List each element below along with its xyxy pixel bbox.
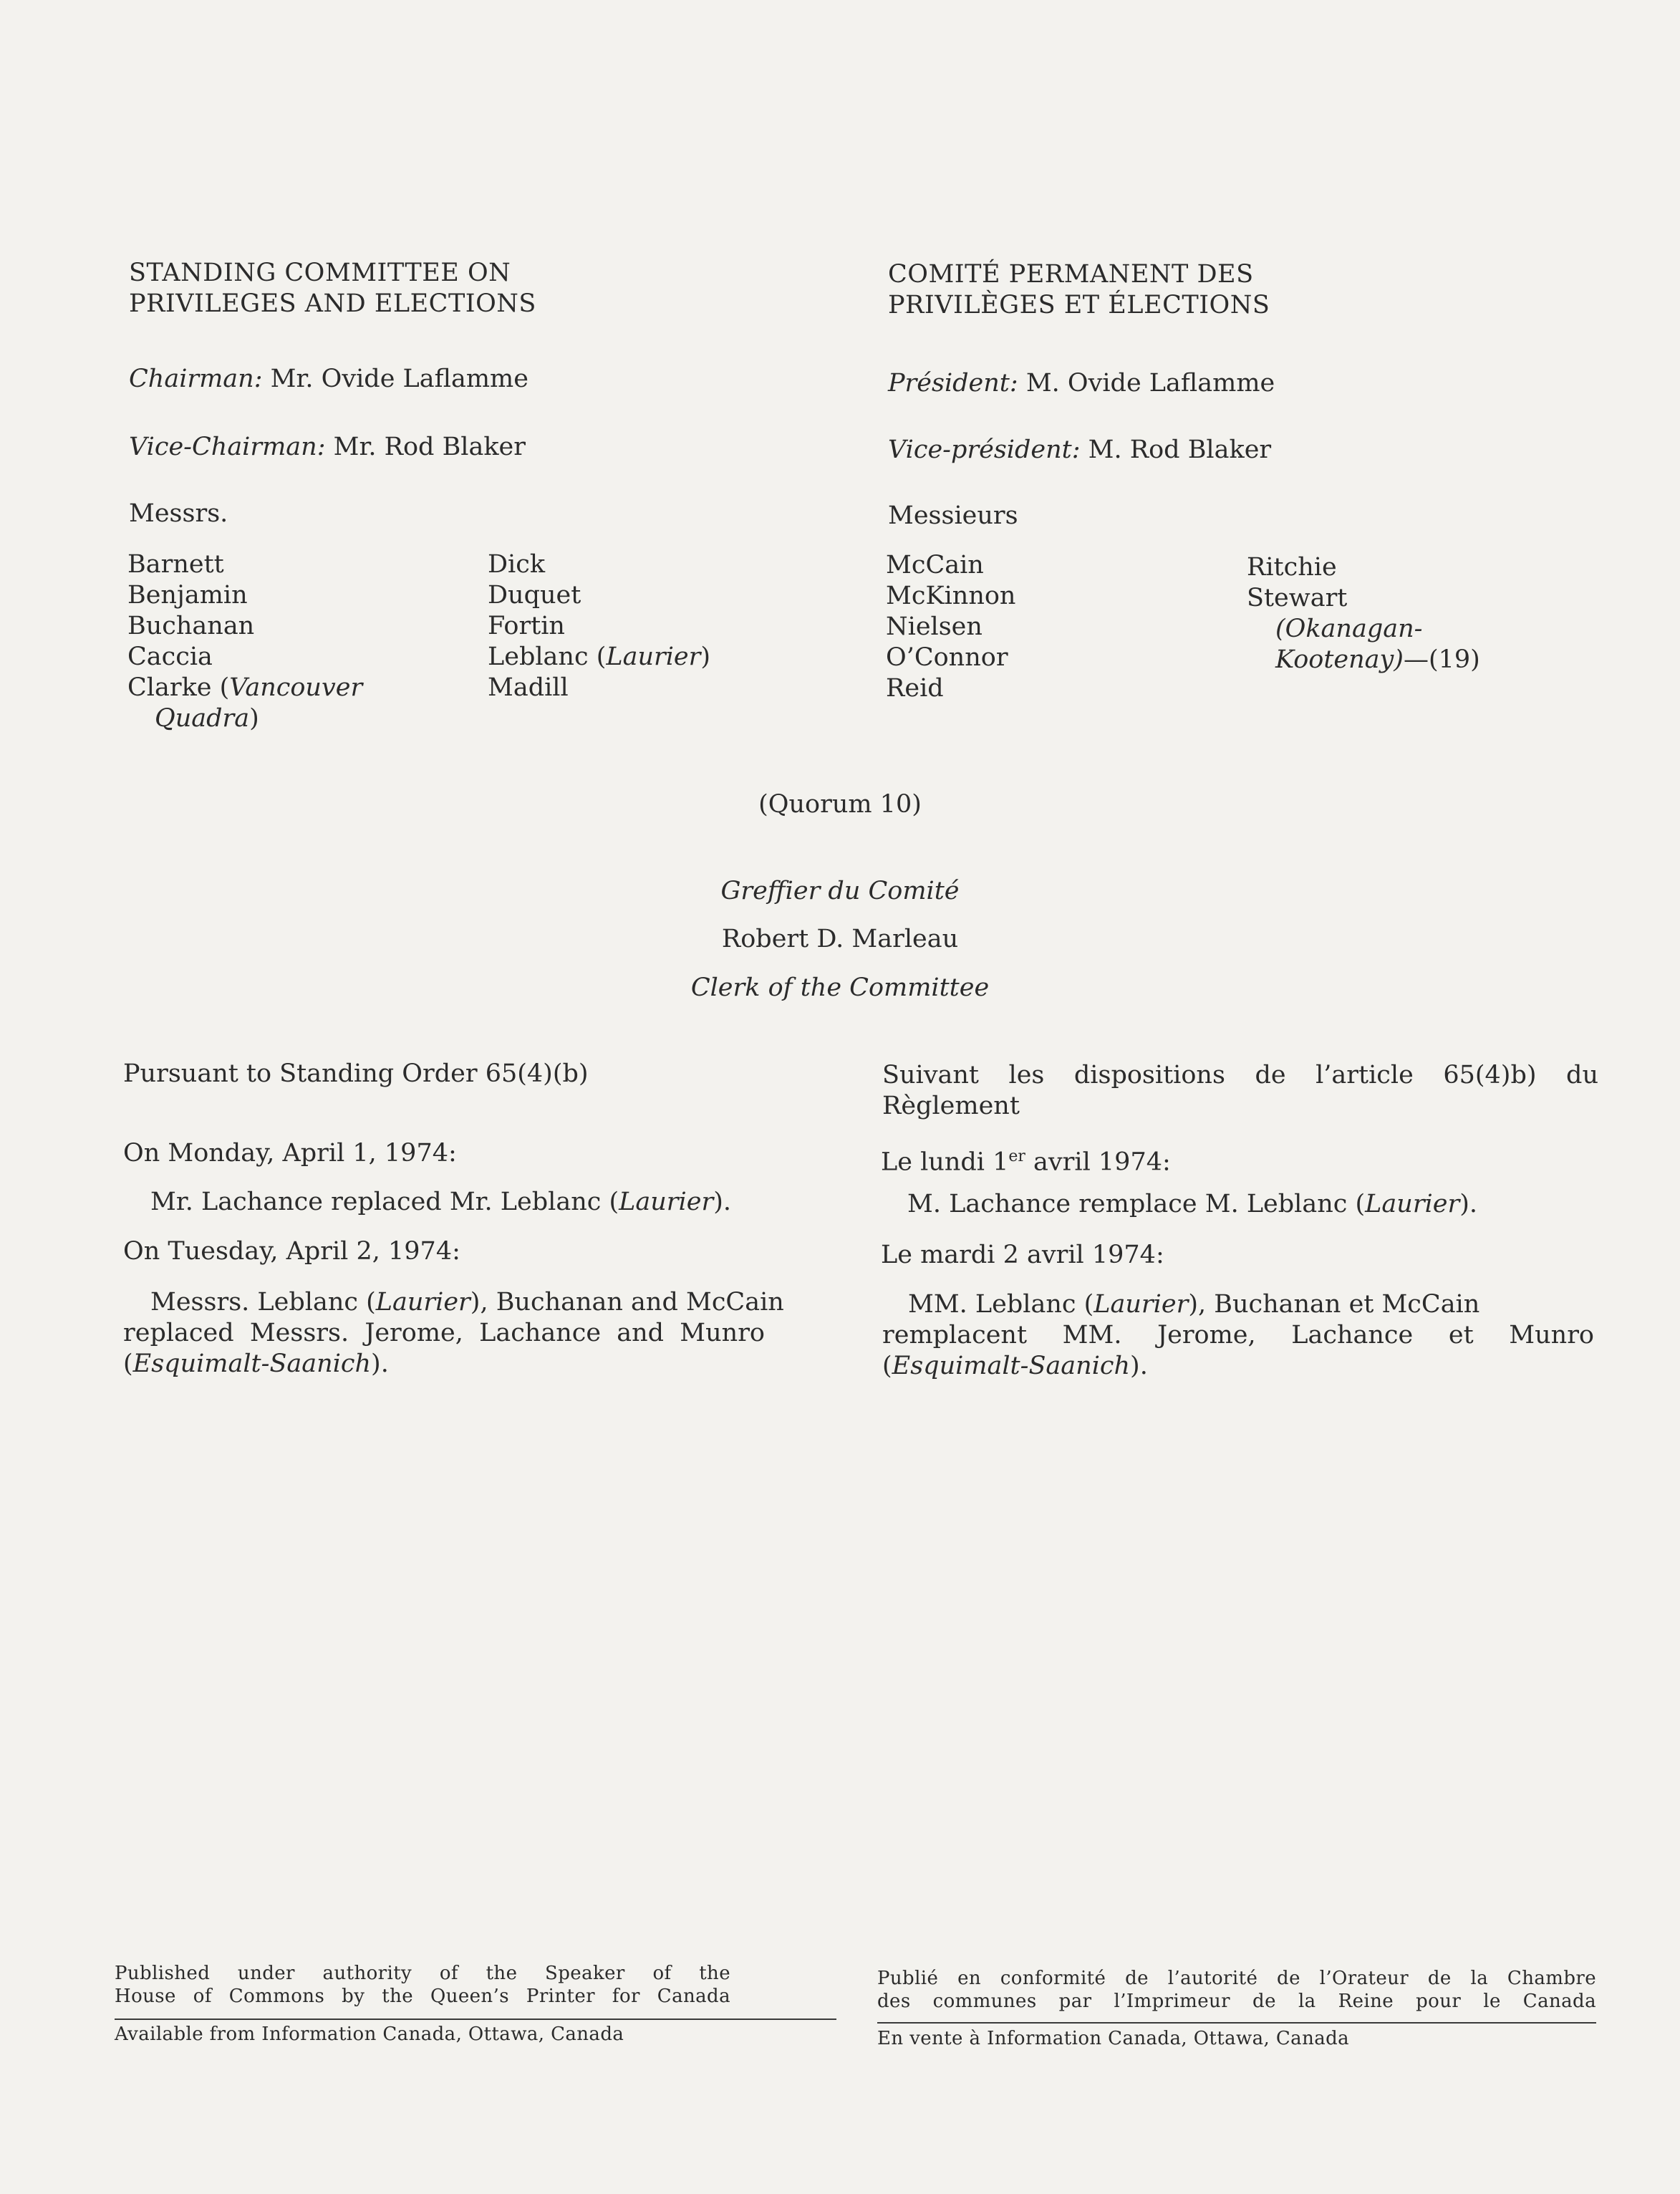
french-change-2-line3-riding: Esquimalt-Saanich bbox=[892, 1352, 1131, 1380]
french-change-2-line2: remplacent MM. Jerome, Lachance et Munro bbox=[882, 1321, 1594, 1349]
english-members-col2 bbox=[488, 549, 710, 703]
member-name: Duquet bbox=[488, 581, 581, 610]
english-change-1-riding: Laurier bbox=[619, 1188, 714, 1216]
french-change-2-line1-rest: ), Buchanan et McCain bbox=[1188, 1290, 1480, 1319]
english-chairman-name: Mr. Ovide Laflamme bbox=[270, 365, 528, 393]
english-change-2-line1 bbox=[123, 1287, 784, 1318]
member-clarke-riding: Vancouver bbox=[229, 673, 363, 702]
member-leblanc-close: ) bbox=[700, 643, 711, 671]
english-change-1-text: Mr. Lachance replaced Mr. Leblanc ( bbox=[150, 1188, 619, 1216]
english-committee-title-line2: PRIVILEGES AND ELECTIONS bbox=[129, 289, 536, 318]
french-standing-order-line2: Règlement bbox=[882, 1092, 1020, 1120]
english-change-2-line1-rest: ), Buchanan and McCain bbox=[470, 1288, 784, 1317]
member-name: McCain bbox=[886, 551, 984, 579]
member-clarke-riding-2: Quadra bbox=[155, 704, 250, 733]
member-name: Madill bbox=[488, 673, 569, 702]
french-date-1-sup: er bbox=[1008, 1147, 1025, 1165]
member-name: Stewart bbox=[1247, 584, 1348, 612]
french-footer-available: En vente à Information Canada, Ottawa, Canada bbox=[877, 2028, 1350, 2049]
member-leblanc-riding: Laurier bbox=[606, 643, 701, 671]
member-name: Buchanan bbox=[127, 612, 255, 640]
english-standing-order: Pursuant to Standing Order 65(4)(b) bbox=[123, 1059, 589, 1088]
member-clarke-riding-cont bbox=[127, 703, 362, 734]
french-president-name: M. Ovide Laflamme bbox=[1025, 369, 1275, 398]
member-leblanc bbox=[488, 642, 710, 673]
greffier-label: Greffier du Comité bbox=[720, 877, 960, 905]
english-change-1 bbox=[150, 1187, 731, 1218]
english-footer-line1: Published under authority of the Speaker of the bbox=[115, 1963, 730, 1984]
english-vice-chairman bbox=[129, 432, 526, 463]
member-clarke bbox=[127, 673, 362, 703]
english-change-2-line3: (Esquimalt-Saanich). bbox=[123, 1349, 389, 1378]
member-stewart-riding bbox=[1247, 614, 1480, 645]
english-committee-title bbox=[129, 258, 536, 319]
english-vice-chairman-label: Vice-Chairman: bbox=[129, 433, 326, 461]
english-footer-available: Available from Information Canada, Ottawa, Canada bbox=[115, 2024, 624, 2045]
french-change-2-line1-text: MM. Leblanc ( bbox=[908, 1290, 1094, 1319]
member-count: —(19) bbox=[1403, 645, 1480, 674]
member-name: Barnett bbox=[127, 550, 224, 579]
english-chairman-label: Chairman: bbox=[129, 365, 263, 393]
english-change-2-line2: replaced Messrs. Jerome, Lachance and Munro bbox=[123, 1319, 765, 1347]
english-chairman bbox=[129, 364, 528, 395]
english-vice-chairman-name: Mr. Rod Blaker bbox=[333, 433, 526, 461]
french-standing-order-line1: Suivant les dispositions de l’article 65(4)b) du bbox=[882, 1061, 1598, 1089]
french-change-2-line1 bbox=[882, 1289, 1594, 1320]
french-committee-title-line1: COMITÉ PERMANENT DES bbox=[888, 260, 1254, 289]
english-members-label: Messrs. bbox=[129, 499, 228, 528]
english-change-1-close: ). bbox=[713, 1188, 731, 1216]
member-name: Caccia bbox=[127, 643, 213, 671]
french-committee-title-line2: PRIVILÈGES ET ÉLECTIONS bbox=[888, 291, 1270, 319]
english-date-2: On Tuesday, April 2, 1974: bbox=[123, 1237, 460, 1266]
french-vice-president bbox=[888, 435, 1271, 466]
clerk-name: Robert D. Marleau bbox=[721, 925, 959, 953]
french-standing-order bbox=[882, 1060, 1598, 1122]
english-change-2 bbox=[123, 1287, 784, 1380]
french-change-2-line1-riding: Laurier bbox=[1094, 1290, 1189, 1319]
member-name: Benjamin bbox=[127, 581, 248, 610]
french-change-2-line3: (Esquimalt-Saanich). bbox=[882, 1352, 1148, 1380]
member-name: Nielsen bbox=[886, 612, 983, 641]
french-footer bbox=[877, 1967, 1596, 2013]
member-name: McKinnon bbox=[886, 582, 1016, 610]
member-stewart-riding-2: Kootenay) bbox=[1275, 645, 1404, 674]
french-footer-line2: des communes par l’Imprimeur de la Reine pour le Canada bbox=[877, 1991, 1596, 2012]
french-vice-president-name: M. Rod Blaker bbox=[1088, 436, 1272, 464]
member-name: O’Connor bbox=[886, 643, 1008, 672]
english-date-1: On Monday, April 1, 1974: bbox=[123, 1139, 457, 1168]
member-name: Fortin bbox=[488, 612, 565, 640]
french-change-1 bbox=[907, 1189, 1477, 1220]
member-clarke-name: Clarke ( bbox=[127, 673, 230, 702]
english-footer-rule bbox=[115, 2019, 836, 2020]
french-committee-title bbox=[888, 259, 1270, 321]
member-leblanc-name: Leblanc ( bbox=[488, 643, 607, 671]
member-name: Dick bbox=[488, 550, 546, 579]
french-members-col1 bbox=[886, 550, 1015, 704]
french-members-label: Messieurs bbox=[888, 501, 1018, 530]
french-change-2 bbox=[882, 1289, 1594, 1382]
english-footer bbox=[115, 1962, 730, 2008]
french-members-col2 bbox=[1247, 552, 1480, 675]
english-footer-line2: House of Commons by the Queen’s Printer for Canada bbox=[115, 1986, 730, 2007]
member-name: Ritchie bbox=[1247, 553, 1337, 582]
english-members-col1 bbox=[127, 549, 362, 734]
member-name: Reid bbox=[886, 674, 944, 703]
member-clarke-close: ) bbox=[249, 704, 259, 733]
french-date-2: Le mardi 2 avril 1974: bbox=[881, 1241, 1164, 1269]
french-date-1-rest: avril 1974: bbox=[1025, 1147, 1171, 1177]
french-president-label: Président: bbox=[888, 369, 1018, 398]
french-footer-line1: Publié en conformité de l’autorité de l’Orateur de la Chambre bbox=[877, 1968, 1596, 1989]
english-committee-title-line1: STANDING COMMITTEE ON bbox=[129, 259, 511, 287]
french-change-1-text: M. Lachance remplace M. Leblanc ( bbox=[907, 1190, 1366, 1218]
french-change-1-riding: Laurier bbox=[1365, 1190, 1460, 1218]
french-vice-president-label: Vice-président: bbox=[888, 436, 1081, 464]
member-stewart-riding-1: (Okanagan- bbox=[1275, 615, 1423, 643]
french-change-1-close: ). bbox=[1459, 1190, 1477, 1218]
member-stewart-riding-cont bbox=[1247, 645, 1480, 675]
clerk-label: Clerk of the Committee bbox=[690, 973, 990, 1002]
french-president bbox=[888, 368, 1275, 399]
quorum: (Quorum 10) bbox=[758, 790, 922, 819]
english-change-2-line1-text: Messrs. Leblanc ( bbox=[150, 1288, 376, 1317]
english-change-2-line1-riding: Laurier bbox=[375, 1288, 470, 1317]
french-date-1 bbox=[881, 1141, 1171, 1178]
french-footer-rule bbox=[877, 2022, 1596, 2024]
english-change-2-line3-riding: Esquimalt-Saanich bbox=[132, 1349, 372, 1378]
french-date-1-text: Le lundi 1 bbox=[881, 1147, 1009, 1177]
